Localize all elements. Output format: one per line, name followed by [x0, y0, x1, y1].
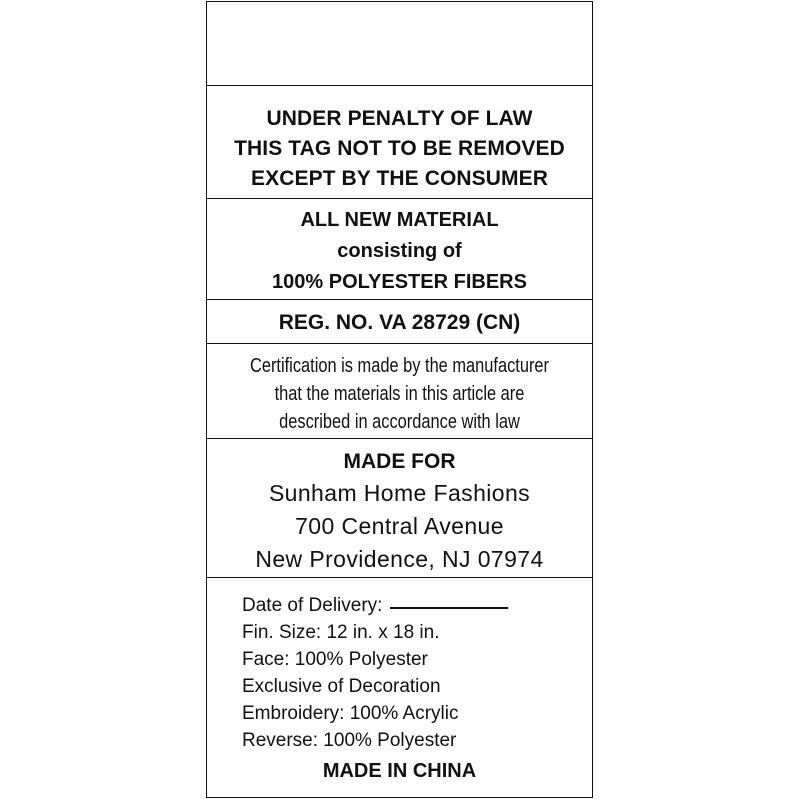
material-line-3: 100% POLYESTER FIBERS [272, 271, 527, 293]
registration-number: REG. NO. VA 28729 (CN) [278, 311, 521, 334]
street-address: 700 Central Avenue [295, 513, 504, 539]
penalty-line-2: THIS TAG NOT TO BE REMOVED [234, 137, 565, 160]
penalty-line-1: UNDER PENALTY OF LAW [266, 107, 533, 130]
material-section [207, 199, 592, 300]
made-for-section [207, 439, 592, 578]
certification-line-2: that the materials in this article are [274, 383, 525, 405]
penalty-warning-section [207, 86, 592, 199]
face-fabric: Face: 100% Polyester [242, 649, 428, 670]
delivery-date-label: Date of Delivery: [242, 595, 383, 616]
delivery-date-blank [390, 606, 508, 609]
certification-line-3: described in accordance with law [279, 411, 520, 433]
penalty-line-3: EXCEPT BY THE CONSUMER [250, 167, 549, 190]
details-section [207, 578, 592, 798]
certification-line-1: Certification is made by the manufacturer [250, 355, 549, 377]
reverse-fabric: Reverse: 100% Polyester [242, 730, 457, 751]
law-tag [206, 1, 593, 798]
material-line-1: ALL NEW MATERIAL [300, 209, 499, 231]
country-of-origin: MADE IN CHINA [322, 760, 477, 782]
finished-size: Fin. Size: 12 in. x 18 in. [242, 622, 440, 643]
registration-section [207, 300, 592, 344]
decoration-note: Exclusive of Decoration [242, 676, 441, 697]
company-name: Sunham Home Fashions [268, 480, 531, 506]
delivery-date-row [207, 592, 592, 619]
made-for-heading: MADE FOR [343, 450, 456, 473]
embroidery-fabric: Embroidery: 100% Acrylic [242, 703, 459, 724]
material-line-2: consisting of [337, 240, 462, 262]
city-state-zip: New Providence, NJ 07974 [255, 546, 544, 572]
blank-top-section [207, 2, 592, 86]
certification-section [207, 344, 592, 439]
